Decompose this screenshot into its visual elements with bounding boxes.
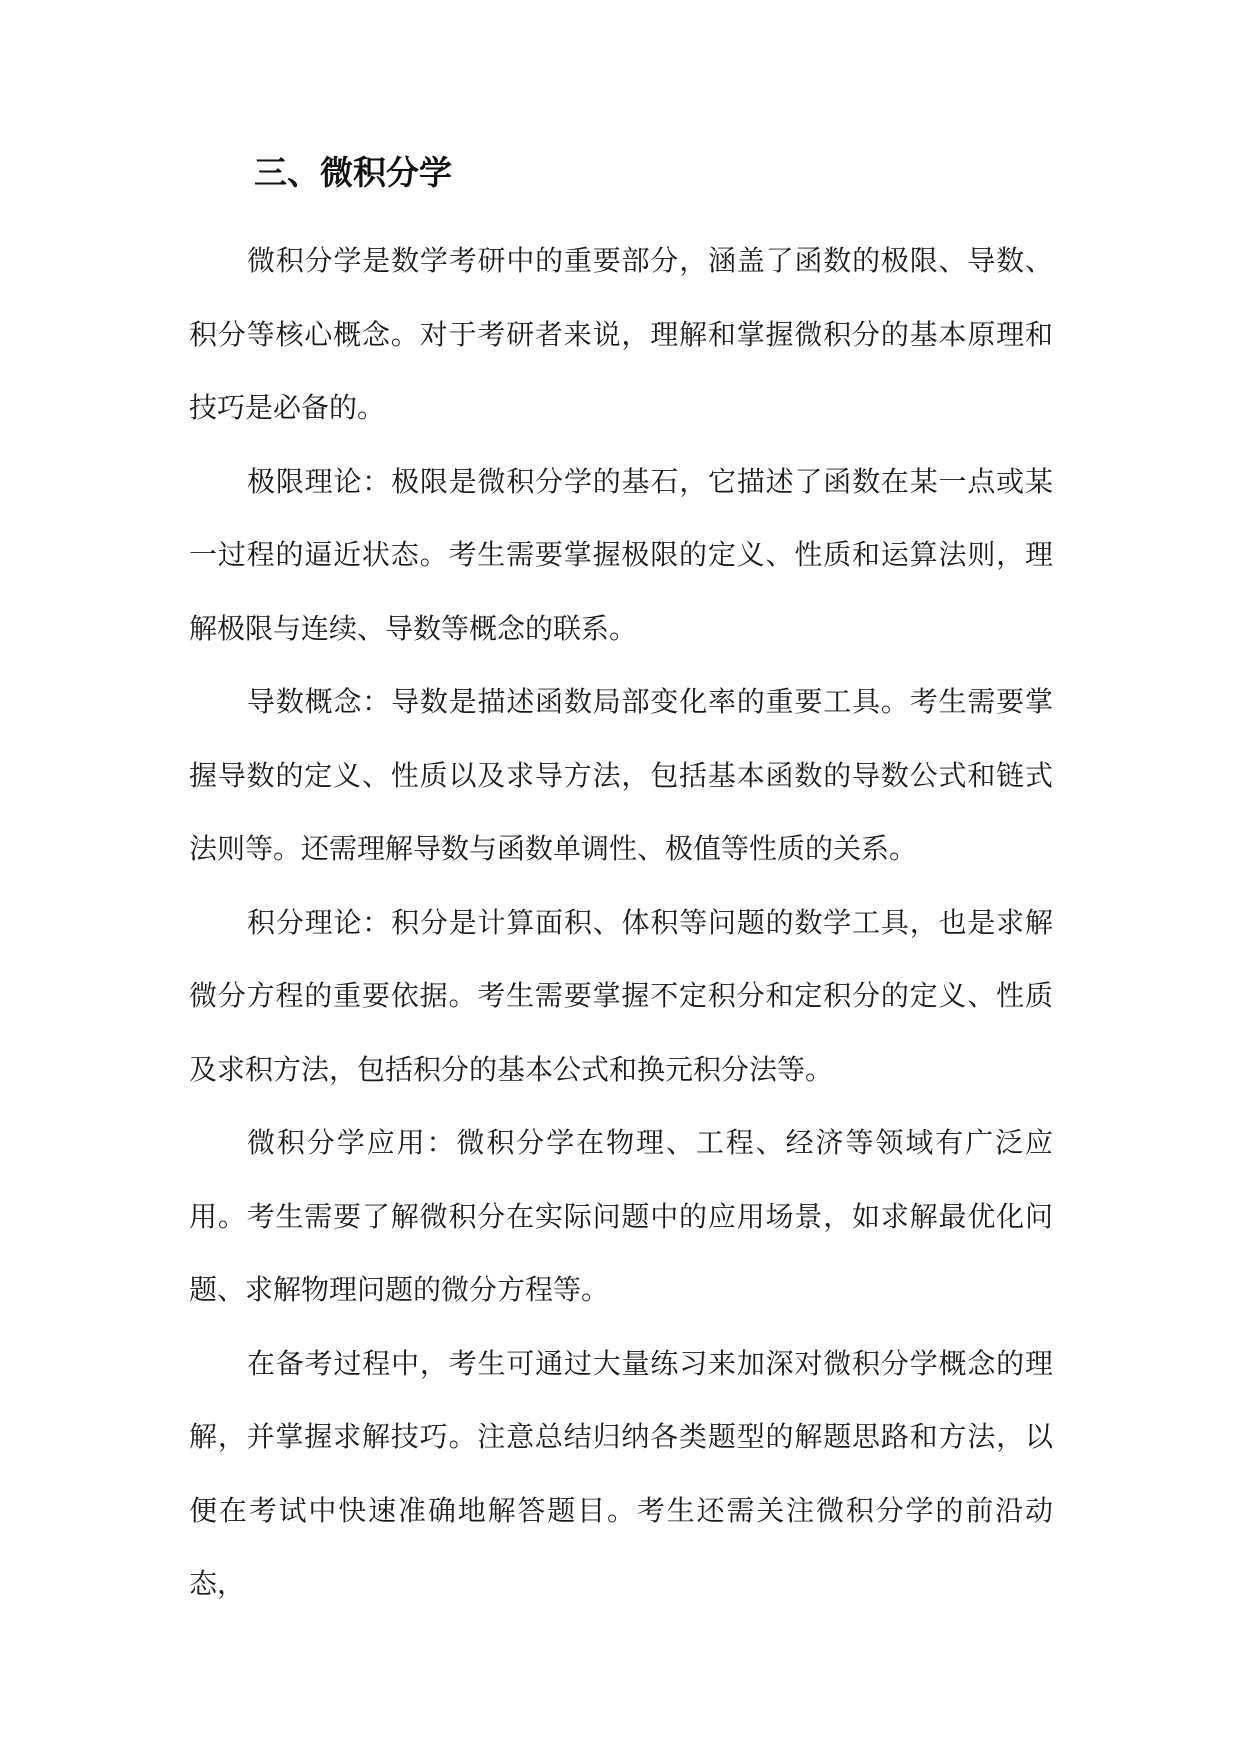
section-heading: 三、微积分学 [254, 153, 452, 192]
paragraph-exam-preparation: 在备考过程中，考生可通过大量练习来加深对微积分学概念的理解，并掌握求解技巧。注意总结归纳各类题型的解题思路和方法，以便在考试中快速准确地解答题目。考生还需关注微积分学的前沿动态， [189, 1346, 1053, 1600]
paragraph-calculus-application: 微积分学应用：微积分学在物理、工程、经济等领域有广泛应用。考生需要了解微积分在实际问题中的应用场景，如求解最优化问题、求解物理问题的微分方程等。 [189, 1126, 1053, 1306]
body-text [189, 224, 1053, 1621]
paragraph-integral-theory: 积分理论：积分是计算面积、体积等问题的数学工具，也是求解微分方程的重要依据。考生需要掌握不定积分和定积分的定义、性质及求积方法，包括积分的基本公式和换元积分法等。 [189, 905, 1053, 1086]
paragraph-limit-theory: 极限理论：极限是微积分学的基石，它描述了函数在某一点或某一过程的逼近状态。考生需要掌握极限的定义、性质和运算法则，理解极限与连续、导数等概念的联系。 [189, 464, 1053, 645]
paragraph-intro: 微积分学是数学考研中的重要部分，涵盖了函数的极限、导数、积分等核心概念。对于考研者来说，理解和掌握微积分的基本原理和技巧是必备的。 [189, 244, 1053, 424]
paragraph-derivative-concept: 导数概念：导数是描述函数局部变化率的重要工具。考生需要掌握导数的定义、性质以及求导方法，包括基本函数的导数公式和链式法则等。还需理解导数与函数单调性、极值等性质的关系。 [189, 685, 1053, 865]
